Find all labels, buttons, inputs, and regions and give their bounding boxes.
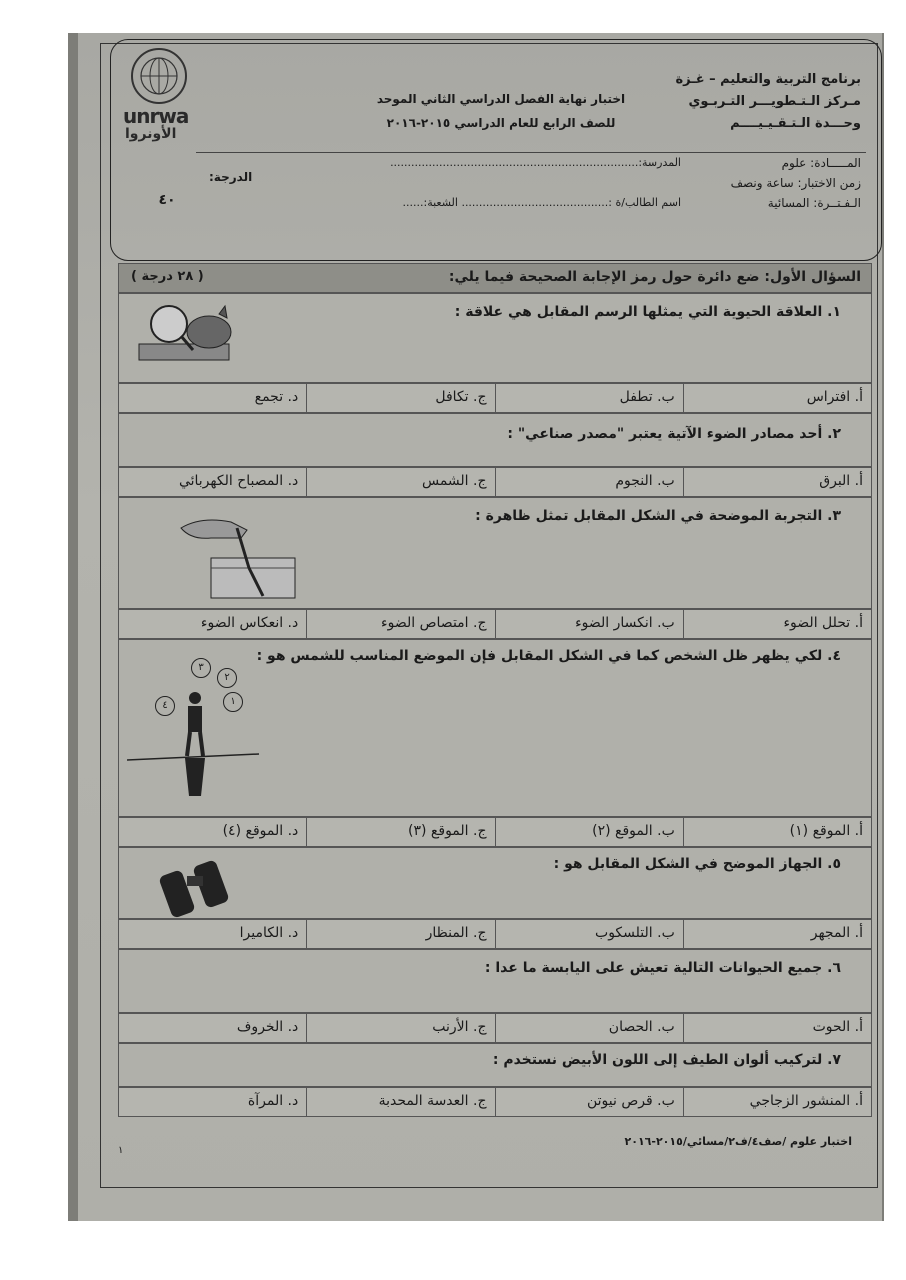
question-row bbox=[118, 1043, 872, 1087]
exam-paper bbox=[78, 33, 882, 1221]
question-row bbox=[118, 639, 872, 817]
answer-options bbox=[118, 1087, 872, 1117]
binoculars-icon bbox=[159, 852, 239, 922]
option-d[interactable]: د. المرآة bbox=[247, 1093, 299, 1109]
option-d[interactable]: د. تجمع bbox=[254, 389, 299, 405]
option-a[interactable]: أ. الموقع (١) bbox=[683, 818, 871, 846]
question-text: ٤. لكي يظهر ظل الشخص كما في الشكل المقابل فإن الموضع المناسب للشمس هو : bbox=[256, 648, 841, 664]
question-text: ١. العلاقة الحيوية التي يمثلها الرسم المقابل هي علاقة : bbox=[454, 304, 841, 320]
student-name-field: اسم الطالب/ة :.......................................... الشعبة:...... bbox=[402, 196, 681, 209]
option-a[interactable]: أ. المجهر bbox=[683, 920, 871, 948]
question-text: ٧. لتركيب ألوان الطيف إلى اللون الأبيض نستخدم : bbox=[492, 1052, 841, 1068]
option-c[interactable]: ج. العدسة المحدبة bbox=[306, 1088, 494, 1116]
sun-position-3: ٣ bbox=[191, 658, 211, 678]
shadow-diagram bbox=[127, 650, 277, 800]
question-row bbox=[118, 293, 872, 383]
footer-text: اختبار علوم /صف٤/ف٢/مسائي/٢٠١٥-٢٠١٦ bbox=[624, 1135, 852, 1148]
time-field: زمن الاختبار: ساعة ونصف bbox=[730, 176, 861, 190]
answer-options bbox=[118, 467, 872, 497]
sun-position-1: ١ bbox=[223, 692, 243, 712]
option-b[interactable]: ب. الحصان bbox=[495, 1014, 683, 1042]
photo-background bbox=[68, 33, 884, 1221]
option-d[interactable]: د. انعكاس الضوء bbox=[200, 615, 299, 631]
answer-options bbox=[118, 383, 872, 413]
logo-word: unrwa bbox=[123, 104, 189, 128]
logo-arabic: الأونروا bbox=[125, 126, 177, 142]
school-field: المدرسة:....................................................................... bbox=[390, 156, 681, 169]
grade-label: الدرجة: bbox=[209, 170, 253, 184]
option-c[interactable]: ج. الموقع (٣) bbox=[306, 818, 494, 846]
exam-title: اختبار نهاية الفصل الدراسي الثاني الموحد bbox=[376, 92, 626, 106]
org-line-1: برنامج التربية والتعليم – غـزة bbox=[675, 72, 861, 87]
option-a[interactable]: أ. البرق bbox=[683, 468, 871, 496]
section-marks: ( ٢٨ درجة ) bbox=[131, 269, 204, 284]
cat-and-flea-icon bbox=[129, 296, 239, 368]
question-text: ٢. أحد مصادر الضوء الآتية يعتبر "مصدر صناعي" : bbox=[507, 426, 841, 442]
answer-options bbox=[118, 1013, 872, 1043]
option-d[interactable]: د. الخروف bbox=[236, 1019, 299, 1035]
org-line-3: وحـــدة الـتـقـيـيــــم bbox=[730, 116, 861, 131]
option-b[interactable]: ب. الموقع (٢) bbox=[495, 818, 683, 846]
unrwa-logo bbox=[123, 48, 193, 148]
person-with-shadow-icon bbox=[127, 680, 277, 800]
question-row bbox=[118, 847, 872, 919]
option-a[interactable]: أ. الحوت bbox=[683, 1014, 871, 1042]
option-b[interactable]: ب. قرص نيوتن bbox=[495, 1088, 683, 1116]
question-text: ٦. جميع الحيوانات التالية تعيش على اليابسة ما عدا : bbox=[484, 960, 841, 976]
option-b[interactable]: ب. النجوم bbox=[495, 468, 683, 496]
question-text: ٥. الجهاز الموضح في الشكل المقابل هو : bbox=[553, 856, 841, 872]
option-b[interactable]: ب. التلسكوب bbox=[495, 920, 683, 948]
option-c[interactable]: ج. تكافل bbox=[306, 384, 494, 412]
pencil-in-water-icon bbox=[171, 508, 301, 603]
question-row bbox=[118, 949, 872, 1013]
option-c[interactable]: ج. امتصاص الضوء bbox=[306, 610, 494, 638]
question-row bbox=[118, 413, 872, 467]
section-title-bar bbox=[118, 263, 872, 293]
section-title: السؤال الأول: ضع دائرة حول رمز الإجابة الصحيحة فيما يلي: bbox=[448, 269, 861, 285]
question-text: ٣. التجربة الموضحة في الشكل المقابل تمثل ظاهرة : bbox=[475, 508, 841, 524]
page-number: ١ bbox=[118, 1145, 124, 1156]
question-row bbox=[118, 497, 872, 609]
option-c[interactable]: ج. المنظار bbox=[306, 920, 494, 948]
header-divider bbox=[196, 152, 866, 153]
answer-options bbox=[118, 817, 872, 847]
org-line-2: مـركز الـتـطويـــر التـربـوي bbox=[688, 94, 861, 109]
sun-position-2: ٢ bbox=[217, 668, 237, 688]
option-d[interactable]: د. المصباح الكهربائي bbox=[178, 473, 299, 489]
answer-options bbox=[118, 609, 872, 639]
option-a[interactable]: أ. افتراس bbox=[683, 384, 871, 412]
exam-subtitle: للصف الرابع للعام الدراسي ٢٠١٥-٢٠١٦ bbox=[386, 116, 616, 130]
sun-position-4: ٤ bbox=[155, 696, 175, 716]
option-b[interactable]: ب. انكسار الضوء bbox=[495, 610, 683, 638]
period-field: الـفـتــرة: المسائية bbox=[767, 196, 861, 210]
exam-header bbox=[110, 39, 882, 261]
un-emblem-icon bbox=[131, 48, 187, 104]
option-a[interactable]: أ. تحلل الضوء bbox=[683, 610, 871, 638]
subject-field: المـــــادة: علوم bbox=[781, 156, 861, 170]
option-a[interactable]: أ. المنشور الزجاجي bbox=[683, 1088, 871, 1116]
answer-options bbox=[118, 919, 872, 949]
option-d[interactable]: د. الكاميرا bbox=[239, 925, 299, 941]
option-c[interactable]: ج. الشمس bbox=[306, 468, 494, 496]
option-d[interactable]: د. الموقع (٤) bbox=[222, 823, 299, 839]
option-b[interactable]: ب. تطفل bbox=[495, 384, 683, 412]
option-c[interactable]: ج. الأرنب bbox=[306, 1014, 494, 1042]
grade-total: ٤٠ bbox=[158, 192, 176, 208]
